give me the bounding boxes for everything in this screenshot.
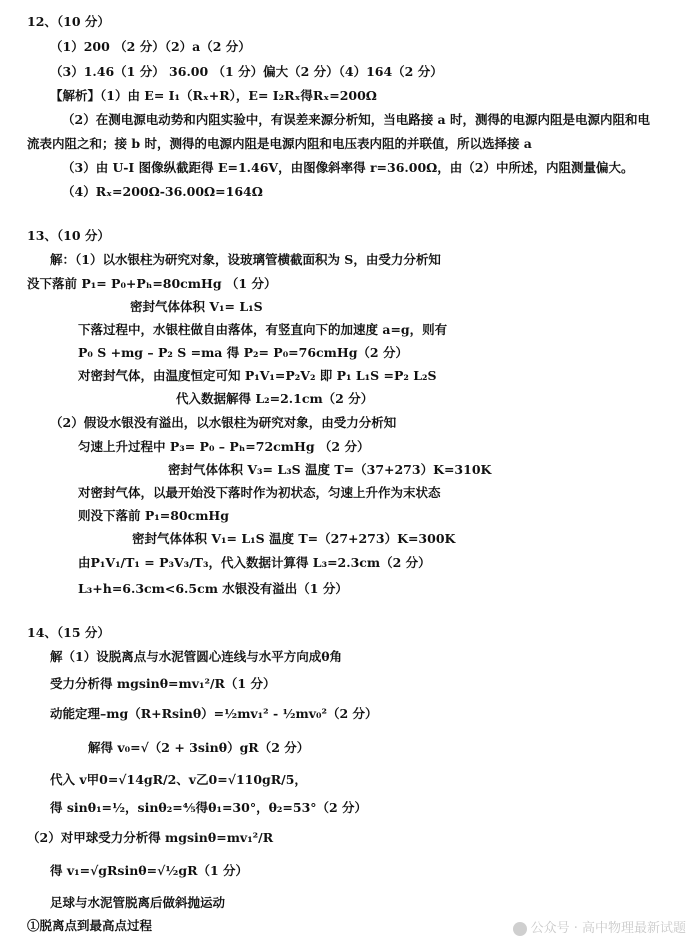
q14-heading: 14、（15 分） [27, 625, 110, 640]
q13-line-11: 对密封气体，以最开始没下落时作为初状态，匀速上升作为末状态 [78, 485, 441, 500]
q13-line-4: 下落过程中，水银柱做自由落体，有竖直向下的加速度 a=g，则有 [78, 322, 448, 337]
q12-analysis-1: 【解析】（1）由 E= I₁（Rₓ+R），E= I₂Rₓ得Rₓ=200Ω [50, 88, 377, 103]
watermark [513, 917, 686, 936]
q12-answer-line-1: （1）200 （2 分）（2）a（2 分） [50, 39, 251, 54]
q14-line-3: 动能定理–mg（R+Rsinθ）=½mv₁² - ½mv₀²（2 分） [50, 706, 378, 721]
q14-line-10: ①脱离点到最高点过程 [27, 918, 153, 933]
q12-analysis-4: （4）Rₓ=200Ω-36.00Ω=164Ω [62, 184, 263, 199]
q13-line-6: 对密封气体，由温度恒定可知 P₁V₁=P₂V₂ 即 P₁ L₁S =P₂ L₂S [78, 368, 437, 383]
q12-heading: 12、（10 分） [27, 14, 110, 29]
q13-line-13: 密封气体体积 V₁= L₁S 温度 T=（27+273）K=300K [132, 531, 456, 546]
watermark-text: 公众号 · 高中物理最新试题 [530, 921, 686, 936]
q14-line-9: 足球与水泥管脱离后做斜抛运动 [50, 895, 226, 910]
q13-heading: 13、（10 分） [27, 228, 110, 243]
q14-line-6: 得 sinθ₁=½，sinθ₂=⅘得θ₁=30°，θ₂=53°（2 分） [50, 800, 368, 815]
q13-line-1: 解：（1）以水银柱为研究对象，设玻璃管横截面积为 S，由受力分析知 [50, 252, 441, 267]
q13-line-3: 密封气体体积 V₁= L₁S [130, 299, 263, 314]
q13-line-15: L₃+h=6.3cm<6.5cm 水银没有溢出（1 分） [78, 581, 348, 596]
q14-line-1: 解（1）设脱离点与水泥管圆心连线与水平方向成θ角 [50, 649, 343, 664]
q12-answer-line-2: （3）1.46（1 分） 36.00 （1 分）偏大（2 分）（4）164（2 分） [50, 64, 443, 79]
q13-line-12: 则没下落前 P₁=80cmHg [78, 508, 229, 523]
q13-line-10: 密封气体体积 V₃= L₃S 温度 T=（37+273）K=310K [168, 462, 492, 477]
q14-line-8: 得 v₁=√gRsinθ=√½gR（1 分） [50, 863, 249, 878]
q14-line-2: 受力分析得 mgsinθ=mv₁²/R（1 分） [50, 676, 276, 691]
q14-line-4: 解得 v₀=√（2 + 3sinθ）gR（2 分） [88, 740, 310, 755]
q14-line-7: （2）对甲球受力分析得 mgsinθ=mv₁²/R [27, 830, 274, 845]
q13-line-9: 匀速上升过程中 P₃= P₀ – Pₕ=72cmHg （2 分） [78, 439, 370, 454]
q14-line-5: 代入 v甲0=√14gR/2、v乙0=√110gR/5， [50, 772, 307, 787]
wechat-logo-icon [513, 922, 527, 936]
q12-analysis-2: （2）在测电源电动势和内阻实验中，有误差来源分析知，当电路接 a 时，测得的电源内阻是电源内阻和电 [62, 112, 651, 127]
q13-line-14: 由P₁V₁/T₁ = P₃V₃/T₃，代入数据计算得 L₃=2.3cm（2 分） [78, 555, 431, 570]
q13-line-7: 代入数据解得 L₂=2.1cm（2 分） [176, 391, 374, 406]
q13-line-2: 没下落前 P₁= P₀+Pₕ=80cmHg （1 分） [27, 276, 277, 291]
q12-analysis-3: （3）由 U-I 图像纵截距得 E=1.46V，由图像斜率得 r=36.00Ω，由（2）中所述，内阻测量偏大。 [62, 160, 634, 175]
q12-analysis-2-cont: 流表内阻之和；接 b 时，测得的电源内阻是电源内阻和电压表内阻的并联值，所以选择接 a [27, 136, 532, 151]
q13-line-8: （2）假设水银没有溢出，以水银柱为研究对象，由受力分析知 [50, 415, 397, 430]
q13-line-5: P₀ S +mg – P₂ S =ma 得 P₂= P₀=76cmHg（2 分） [78, 345, 408, 360]
